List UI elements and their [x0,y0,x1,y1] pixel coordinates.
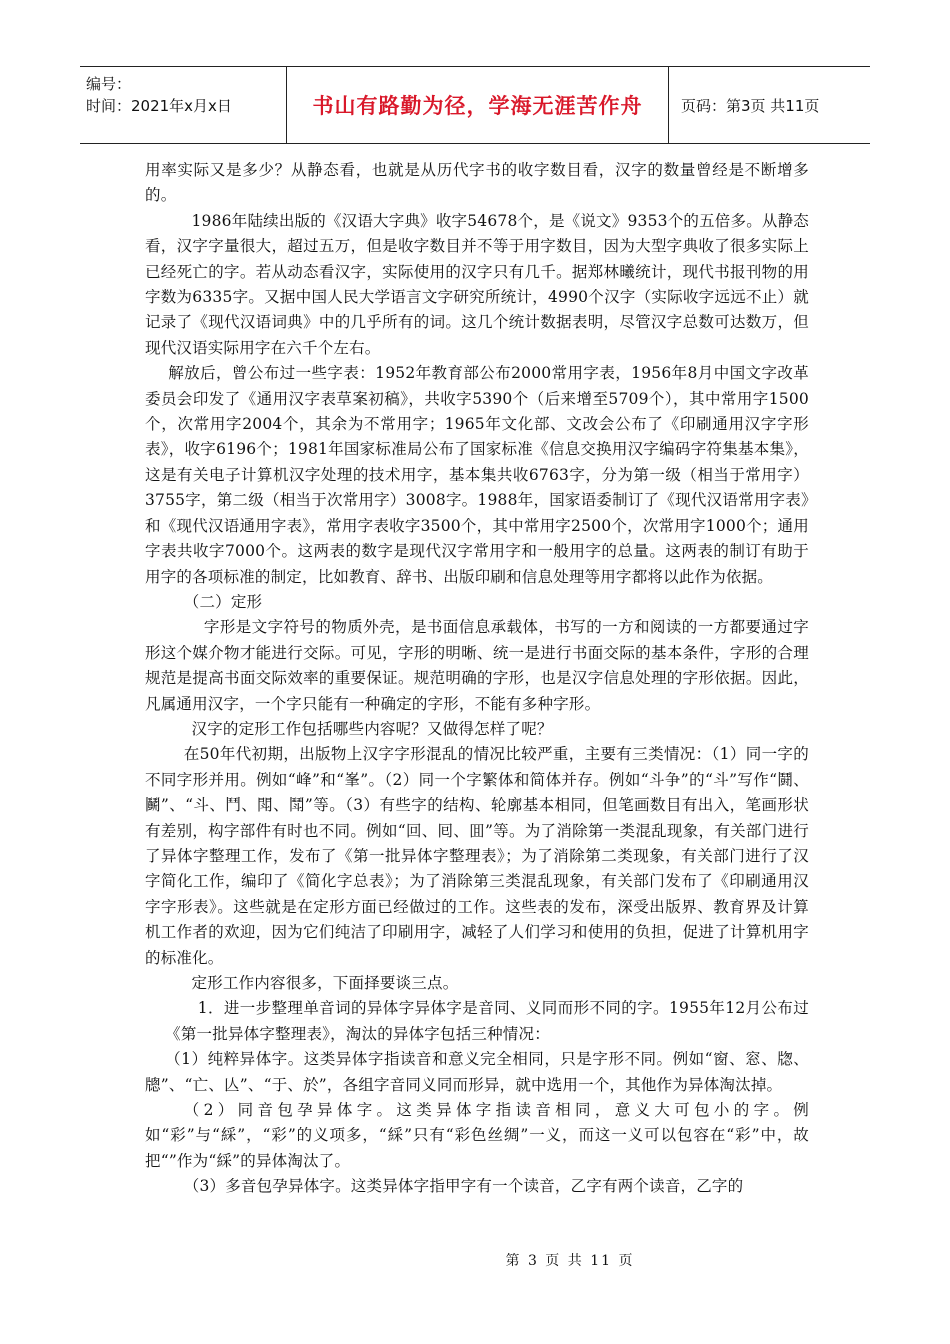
document-number-label: 编号： [86,75,132,93]
page-header [80,66,870,144]
paragraph-three-points: 定形工作内容很多，下面择要谈三点。 [191,974,459,992]
paragraph-variant-characters: 1．进一步整理单音词的异体字异体字是音同、义同而形不同的字。1955年12月公布过《第一批异体字整理表》，淘汰的异体字包括三种情况： [165,999,809,1043]
list-item-pure-variants: （1）纯粹异体字。这类异体字指读音和意义完全相同，只是字形不同。例如“窗、窓、牎、牕”、“亡、亾”、“于、於”，各组字音同义同而形异，就中选用一个，其他作为异体淘汰掉。 [145,1050,809,1094]
header-page-info: 页码：第3页 共11页 [681,96,820,115]
header-motto: 书山有路勤为径，学海无涯苦作舟 [287,67,669,143]
paragraph-continuation: 用率实际又是多少？从静态看，也就是从历代字书的收字数目看，汉字的数量曾经是不断增多的。 [145,161,809,205]
list-item-homophone-variants: （2）同音包孕异体字。这类异体字指读音相同，意义大可包小的字。例如“彩”与“綵”，“彩”的义项多，“綵”只有“彩色丝绸”一义，而这一义可以包容在“彩”中，故把“”作为“綵”的异体淘汰了。 [145,1101,809,1170]
page-footer: 第 3 页 共 11 页 [505,1253,635,1269]
document-date-label: 时间：2021年x月x日 [86,97,232,115]
section-heading-dingxing: （二）定形 [183,592,263,611]
document-body [145,158,809,1200]
header-meta [80,67,287,143]
paragraph-question: 汉字的定形工作包括哪些内容呢？又做得怎样了呢？ [191,719,553,738]
paragraph-character-tables: 解放后，曾公布过一些字表：1952年教育部公布2000常用字表，1956年8月中国文字改革委员会印发了《通用汉字表草案初稿》，共收字5390个（后来增至5709个），其中常用字1500个，次常用字2004个，其余为不常用字；1965年文化部、文改会公布了《印刷通用汉字字形表》，收字6196个；1981年国家标准局公布了国家标准《信息交换用汉字编码字符集基本集》，这是有关电子计算机汉字处理的技术用字，基本集共收6763字，分为第一级（相当于常用字）3755字，第二级（相当于次常用字）3008字。1988年，国家语委制订了《现代汉语常用字表》和《现代汉语通用字表》，常用字表收字3500个，其中常用字2500个，次常用字1000个；通用字表共收字7000个。这两表的数字是现代汉字常用字和一般用字的总量。这两表的制订有助于用字的各项标准的制定，比如教育、辞书、出版印刷和信息处理等用字都将以此作为依据。 [145,364,809,586]
list-item-polyphone-variants: （3）多音包孕异体字。这类异体字指甲字有一个读音，乙字有两个读音，乙字的 [183,1177,744,1196]
paragraph-glyph-shape: 字形是文字符号的物质外壳，是书面信息承载体，书写的一方和阅读的一方都要通过字形这个媒介物才能进行交际。可见，字形的明晰、统一是进行书面交际的基本条件，字形的合理规范是提高书面交际效率的重要保证。规范明确的字形，也是汉字信息处理的字形依据。因此，凡属通用汉字，一个字只能有一种确定的字形，不能有多种字形。 [145,618,809,713]
paragraph-dictionary-count: 1986年陆续出版的《汉语大字典》收字54678个，是《说文》9353个的五倍多。从静态看，汉字字量很大，超过五万，但是收字数目并不等于用字数目，因为大型字典收了很多实际上已经死亡的字。若从动态看汉字，实际使用的汉字只有几千。据郑林曦统计，现代书报刊物的用字数为6335字。又据中国人民大学语言文字研究所统计，4990个汉字（实际收字远远不止）就记录了《现代汉语词典》中的几乎所有的词。这几个统计数据表明，尽管汉字总数可达数万，但现代汉语实际用字在六千个左右。 [145,211,810,357]
paragraph-fifties-confusion: 在50年代初期，出版物上汉字字形混乱的情况比较严重，主要有三类情况：（1）同一字的不同字形并用。例如“峰”和“峯”。（2）同一个字繁体和简体并存。例如“斗争”的“斗”写作“鬪、鬭”、“斗、鬥、閗、鬦”等。（3）有些字的结构、轮廓基本相同，但笔画数目有出入，笔画形状有差别，构字部件有时也不同。例如“回、囘、囬”等。为了消除第一类混乱现象，有关部门进行了异体字整理工作，发布了《第一批异体字整理表》；为了消除第二类现象，有关部门进行了汉字简化工作，编印了《简化字总表》；为了消除第三类混乱现象，有关部门发布了《印刷通用汉字字形表》。这些就是在定形方面已经做过的工作。这些表的发布，深受出版界、教育界及计算机工作者的欢迎，因为它们纯洁了印刷用字，减轻了人们学习和使用的负担，促进了计算机用字的标准化。 [145,745,809,967]
